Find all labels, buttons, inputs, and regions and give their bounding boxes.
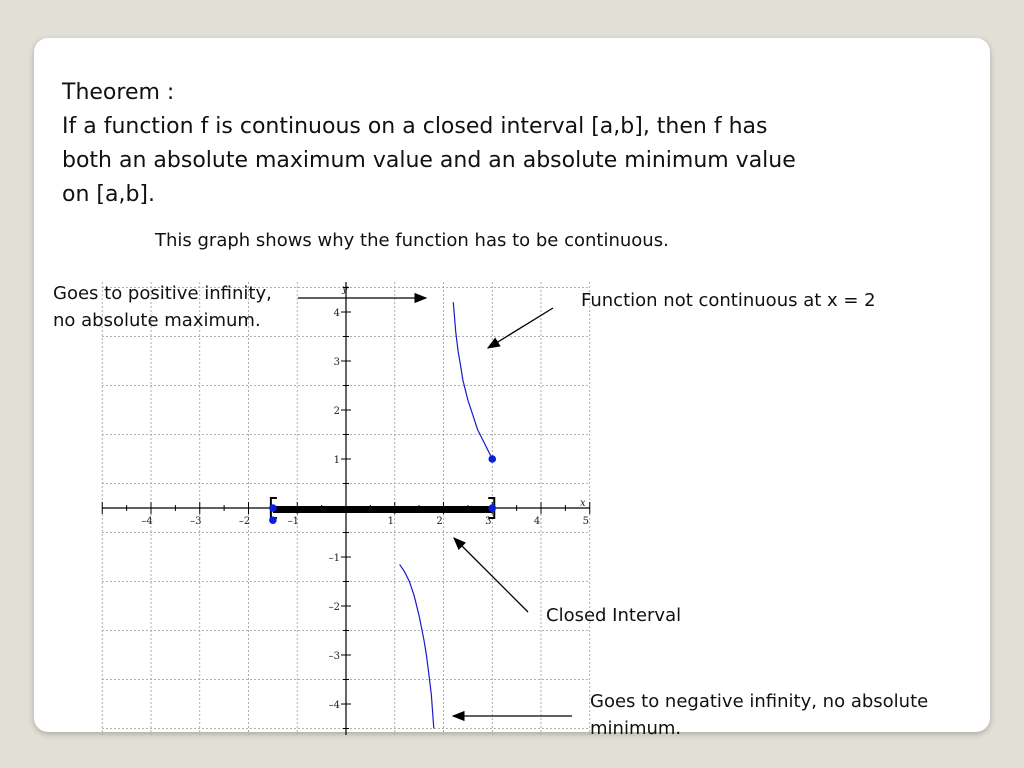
data-point bbox=[488, 504, 496, 512]
curve-lower-branch bbox=[400, 564, 434, 728]
x-tick-label: –1 bbox=[287, 516, 299, 527]
x-tick-label: –2 bbox=[238, 516, 251, 527]
data-point bbox=[488, 455, 496, 463]
x-tick-label: –3 bbox=[190, 516, 202, 527]
arrow-closed-interval bbox=[454, 538, 528, 612]
y-axis-label: y bbox=[342, 284, 348, 295]
closed-interval bbox=[271, 498, 494, 518]
function-curves bbox=[400, 302, 493, 728]
x-tick-label: 1 bbox=[387, 516, 394, 527]
interval-bar bbox=[273, 506, 492, 513]
note-closed-interval: Closed Interval bbox=[546, 605, 682, 626]
theorem-heading: Theorem : bbox=[62, 80, 175, 105]
y-tick-label: –2 bbox=[328, 602, 340, 613]
note-negative-infinity: Goes to negative infinity, no absolute minimum. bbox=[590, 691, 929, 739]
y-tick-label: 3 bbox=[333, 357, 340, 368]
x-tick-label: 5 bbox=[582, 516, 589, 527]
x-tick-label: 2 bbox=[436, 516, 443, 527]
x-axis-label: x bbox=[580, 498, 586, 509]
theorem-line-2: both an absolute maximum value and an absolute minimum value bbox=[62, 148, 796, 173]
note-positive-infinity: Goes to positive infinity, no absolute maximum. bbox=[53, 283, 272, 331]
y-tick-label: –1 bbox=[328, 553, 340, 564]
y-tick-label: –4 bbox=[328, 700, 340, 711]
graph-caption: This graph shows why the function has to be continuous. bbox=[155, 230, 669, 251]
data-point bbox=[269, 504, 277, 512]
data-points bbox=[269, 455, 496, 524]
y-tick-label: 1 bbox=[333, 455, 340, 466]
x-tick-label: 4 bbox=[533, 516, 541, 527]
theorem-line-3: on [a,b]. bbox=[62, 182, 155, 207]
theorem-line-1: If a function f is continuous on a closed interval [a,b], then f has bbox=[62, 114, 768, 139]
y-tick-label: 2 bbox=[333, 406, 340, 417]
data-point bbox=[269, 516, 277, 524]
x-tick-label: 3 bbox=[485, 516, 492, 527]
y-tick-label: –3 bbox=[328, 651, 340, 662]
arrow-discontinuity bbox=[488, 308, 553, 348]
curve-upper-branch bbox=[453, 302, 492, 459]
note-discontinuity: Function not continuous at x = 2 bbox=[581, 290, 876, 311]
y-tick-label: 4 bbox=[333, 308, 340, 319]
x-tick-label: –4 bbox=[141, 516, 153, 527]
